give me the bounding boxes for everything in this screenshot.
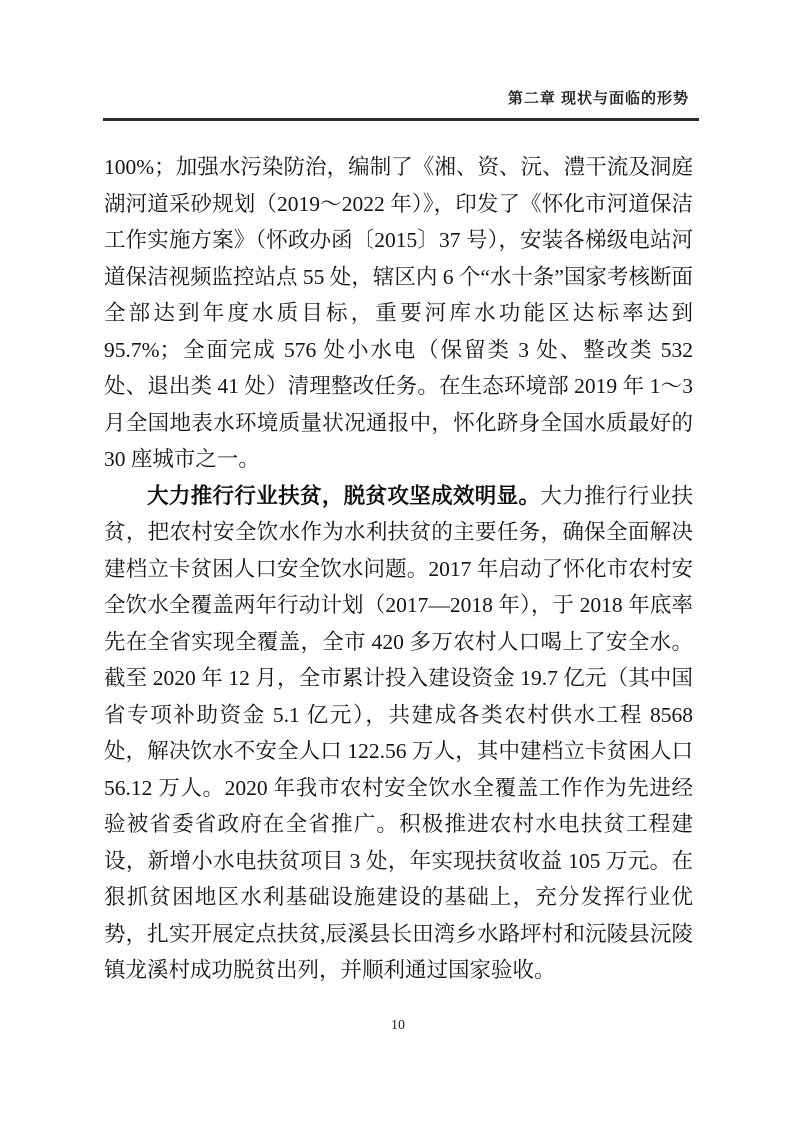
page-body [104,149,693,989]
paragraph-2-text: 大力推行行业扶贫，把农村安全饮水作为水利扶贫的主要任务，确保全面解决建档立卡贫困人口安全饮水问题。2017 年启动了怀化市农村安全饮水全覆盖两年行动计划（2017—2018 年），于 2018 年底率先在全省实现全覆盖，全市 420 多万农村人口喝上了安全水。截至 2020 年 12 月，全市累计投入建设资金 19.7 亿元（其中国省专项补助资金 5.1 亿元），共建成各类农村供水工程 8568 处，解决饮水不安全人口 122.56 万人，其中建档立卡贫困人口 56.12 万人。2020 年我市农村安全饮水全覆盖工作作为先进经验被省委省政府在全省推广。积极推进农村水电扶贫工程建设，新增小水电扶贫项目 3 处，年实现扶贫收益 105 万元。在狠抓贫困地区水利基础设施建设的基础上，充分发挥行业优势，扎实开展定点扶贫,辰溪县长田湾乡水路坪村和沅陵县沅陵镇龙溪村成功脱贫出列，并顺利通过国家验收。 [104,483,693,982]
page-number: 10 [391,1018,405,1033]
chapter-header-label: 第二章 现状与面临的形势 [507,90,689,107]
body-paragraph-1: 100%；加强水污染防治，编制了《湘、资、沅、澧干流及洞庭湖河道采砂规划（2019～2022 年）》，印发了《怀化市河道保洁工作实施方案》（怀政办函〔2015〕37 号），安装各梯级电站河道保洁视频监控站点 55 处，辖区内 6 个“水十条”国家考核断面全部达到年度水质目标，重要河库水功能区达标率达到 95.7%；全面完成 576 处小水电（保留类 3 处、整改类 532 处、退出类 41 处）清理整改任务。在生态环境部 2019 年 1～3 月全国地表水环境质量状况通报中，怀化跻身全国水质最好的 30 座城市之一。 [104,155,693,471]
header-rule [103,118,699,121]
chapter-header [103,87,689,108]
body-paragraph-2 [104,478,693,989]
paragraph-2-bold-lead: 大力推行行业扶贫，脱贫攻坚成效明显。 [147,483,541,508]
